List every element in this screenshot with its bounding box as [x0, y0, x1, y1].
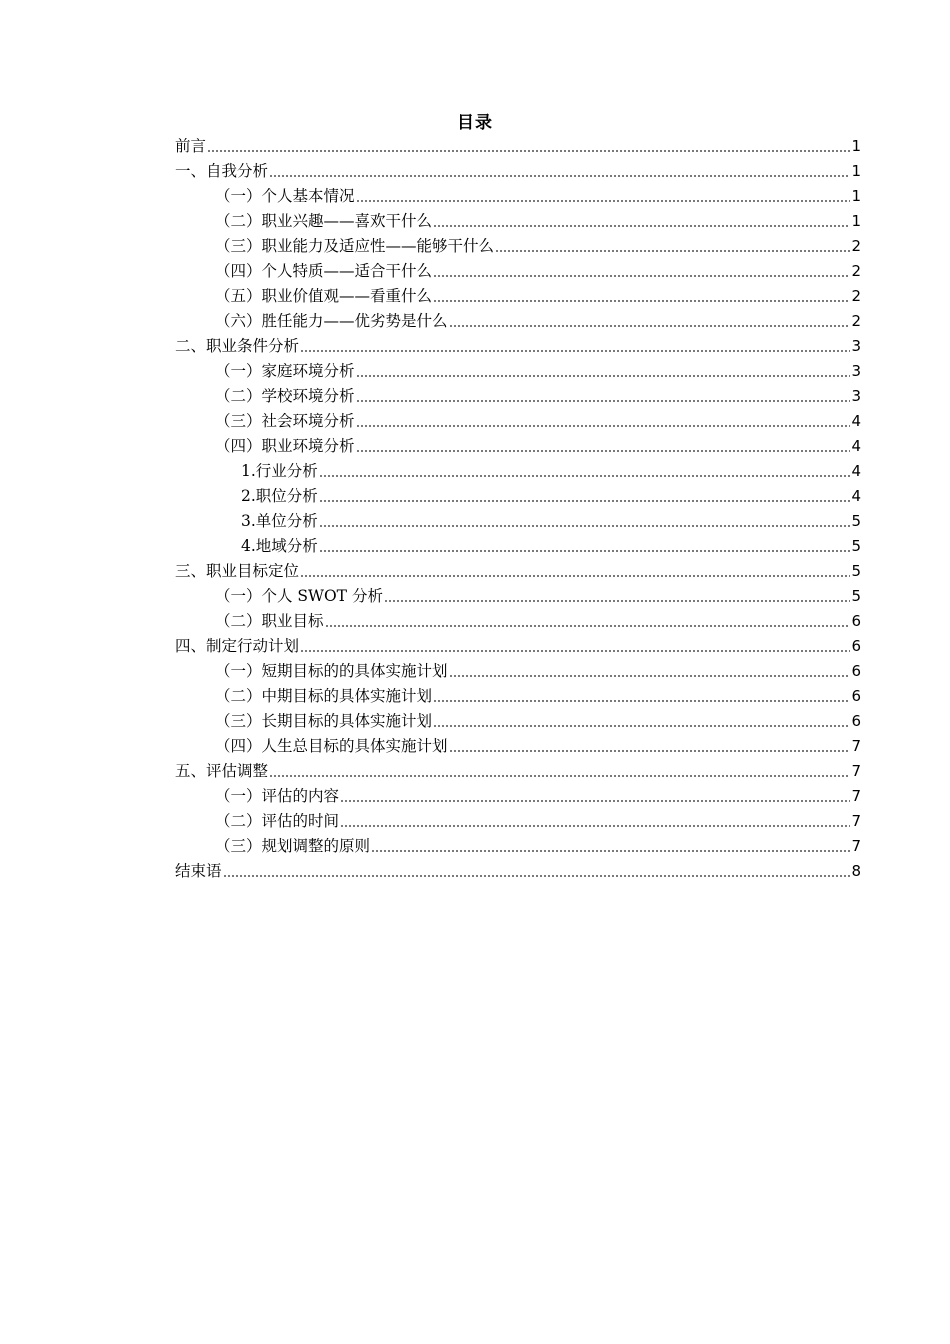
toc-dot-leader — [449, 750, 850, 752]
toc-dot-leader — [300, 350, 850, 352]
toc-dot-leader — [340, 800, 850, 802]
toc-entry-label: 结束语 — [175, 862, 222, 880]
toc-entry-label: （二）学校环境分析 — [215, 387, 355, 405]
toc-entry[interactable] — [175, 384, 861, 409]
toc-entry[interactable] — [175, 634, 861, 659]
toc-dot-leader — [433, 275, 850, 277]
toc-page-number: 1 — [851, 162, 861, 180]
toc-entry[interactable] — [175, 659, 861, 684]
toc-dot-leader — [340, 825, 850, 827]
toc-entry-label: （二）职业兴趣——喜欢干什么 — [215, 212, 433, 230]
toc-entry-label: 三、职业目标定位 — [175, 562, 300, 580]
toc-dot-leader — [319, 525, 850, 527]
toc-dot-leader — [325, 625, 850, 627]
toc-entry[interactable] — [175, 834, 861, 859]
toc-dot-leader — [356, 200, 850, 202]
toc-page-number: 5 — [851, 587, 861, 605]
toc-page-number: 2 — [851, 287, 861, 305]
toc-page-number: 6 — [851, 612, 861, 630]
toc-entry-label: （三）长期目标的具体实施计划 — [215, 712, 433, 730]
toc-page-number: 8 — [851, 862, 861, 880]
toc-entry[interactable] — [175, 409, 861, 434]
toc-dot-leader — [356, 400, 850, 402]
toc-page-number: 3 — [851, 337, 861, 355]
toc-entry-label: 一、自我分析 — [175, 162, 269, 180]
toc-title: 目录 — [457, 113, 493, 133]
toc-entry[interactable] — [175, 184, 861, 209]
toc-entry-label: （二）职业目标 — [215, 612, 324, 630]
toc-entry[interactable] — [175, 484, 861, 509]
toc-entry-label: 五、评估调整 — [175, 762, 269, 780]
toc-entry[interactable] — [175, 459, 861, 484]
toc-entry-label: （二）评估的时间 — [215, 812, 340, 830]
toc-page-number: 1 — [851, 212, 861, 230]
toc-page-number: 1 — [851, 137, 861, 155]
toc-entry-label: （二）中期目标的具体实施计划 — [215, 687, 433, 705]
toc-page-number: 2 — [851, 312, 861, 330]
toc-list — [175, 134, 861, 884]
toc-dot-leader — [269, 175, 850, 177]
toc-entry[interactable] — [175, 559, 861, 584]
toc-dot-leader — [356, 375, 850, 377]
toc-page-number: 7 — [851, 837, 861, 855]
toc-page-number: 4 — [851, 487, 861, 505]
toc-entry[interactable] — [175, 584, 861, 609]
toc-entry-label: （四）人生总目标的具体实施计划 — [215, 737, 448, 755]
toc-dot-leader — [449, 325, 850, 327]
toc-entry-label: （一）家庭环境分析 — [215, 362, 355, 380]
toc-entry[interactable] — [175, 234, 861, 259]
toc-dot-leader — [433, 225, 850, 227]
toc-page-number: 5 — [851, 562, 861, 580]
toc-page-number: 6 — [851, 712, 861, 730]
toc-page-number: 5 — [851, 537, 861, 555]
toc-page-number: 2 — [851, 262, 861, 280]
toc-entry-label: 前言 — [175, 137, 207, 155]
toc-dot-leader — [433, 300, 850, 302]
toc-page-number: 4 — [851, 437, 861, 455]
toc-dot-leader — [371, 850, 850, 852]
toc-entry-label: （一）短期目标的的具体实施计划 — [215, 662, 448, 680]
toc-entry[interactable] — [175, 784, 861, 809]
toc-dot-leader — [300, 575, 850, 577]
toc-page-number: 7 — [851, 787, 861, 805]
toc-entry-label: 四、制定行动计划 — [175, 637, 300, 655]
toc-dot-leader — [356, 450, 850, 452]
toc-dot-leader — [223, 875, 850, 877]
toc-dot-leader — [207, 150, 850, 152]
toc-dot-leader — [269, 775, 850, 777]
toc-page-number: 6 — [851, 687, 861, 705]
toc-entry[interactable] — [175, 359, 861, 384]
toc-entry[interactable] — [175, 284, 861, 309]
toc-dot-leader — [495, 250, 850, 252]
toc-entry-label: 1.行业分析 — [241, 462, 318, 480]
toc-entry[interactable] — [175, 684, 861, 709]
toc-entry-label: （四）个人特质——适合干什么 — [215, 262, 433, 280]
toc-entry-label: 4.地域分析 — [241, 537, 318, 555]
toc-entry[interactable] — [175, 259, 861, 284]
toc-page-number: 4 — [851, 412, 861, 430]
toc-entry-label: （三）职业能力及适应性——能够干什么 — [215, 237, 495, 255]
toc-dot-leader — [300, 650, 850, 652]
toc-page-number: 6 — [851, 662, 861, 680]
toc-entry[interactable] — [175, 334, 861, 359]
toc-entry-label: （一）评估的内容 — [215, 787, 340, 805]
toc-entry-label: 3.单位分析 — [241, 512, 318, 530]
toc-page-number: 2 — [851, 237, 861, 255]
toc-entry-label: （五）职业价值观——看重什么 — [215, 287, 433, 305]
toc-entry[interactable] — [175, 159, 861, 184]
toc-entry[interactable] — [175, 434, 861, 459]
toc-dot-leader — [433, 725, 850, 727]
toc-entry-label: （三）社会环境分析 — [215, 412, 355, 430]
toc-page-number: 3 — [851, 387, 861, 405]
toc-page-number: 4 — [851, 462, 861, 480]
toc-entry[interactable] — [175, 859, 861, 884]
toc-dot-leader — [319, 550, 850, 552]
toc-entry[interactable] — [175, 809, 861, 834]
toc-entry-label: 2.职位分析 — [241, 487, 318, 505]
toc-page-number: 1 — [851, 187, 861, 205]
toc-entry[interactable] — [175, 609, 861, 634]
toc-page-number: 6 — [851, 637, 861, 655]
toc-entry[interactable] — [175, 734, 861, 759]
toc-entry[interactable] — [175, 309, 861, 334]
toc-entry-label: （四）职业环境分析 — [215, 437, 355, 455]
toc-page-number: 7 — [851, 762, 861, 780]
toc-dot-leader — [433, 700, 850, 702]
toc-entry-label: （六）胜任能力——优劣势是什么 — [215, 312, 448, 330]
toc-dot-leader — [356, 425, 850, 427]
toc-page-number: 7 — [851, 737, 861, 755]
toc-entry[interactable] — [175, 134, 861, 159]
toc-page-number: 3 — [851, 362, 861, 380]
toc-page-number: 7 — [851, 812, 861, 830]
toc-dot-leader — [449, 675, 850, 677]
toc-entry-label: 二、职业条件分析 — [175, 337, 300, 355]
toc-entry[interactable] — [175, 509, 861, 534]
toc-entry[interactable] — [175, 709, 861, 734]
toc-entry-label: （一）个人 SWOT 分析 — [215, 587, 383, 605]
toc-entry[interactable] — [175, 759, 861, 784]
toc-page-number: 5 — [851, 512, 861, 530]
toc-entry[interactable] — [175, 209, 861, 234]
toc-dot-leader — [384, 600, 850, 602]
toc-entry-label: （一）个人基本情况 — [215, 187, 355, 205]
toc-dot-leader — [319, 475, 850, 477]
toc-dot-leader — [319, 500, 850, 502]
toc-entry[interactable] — [175, 534, 861, 559]
toc-entry-label: （三）规划调整的原则 — [215, 837, 371, 855]
